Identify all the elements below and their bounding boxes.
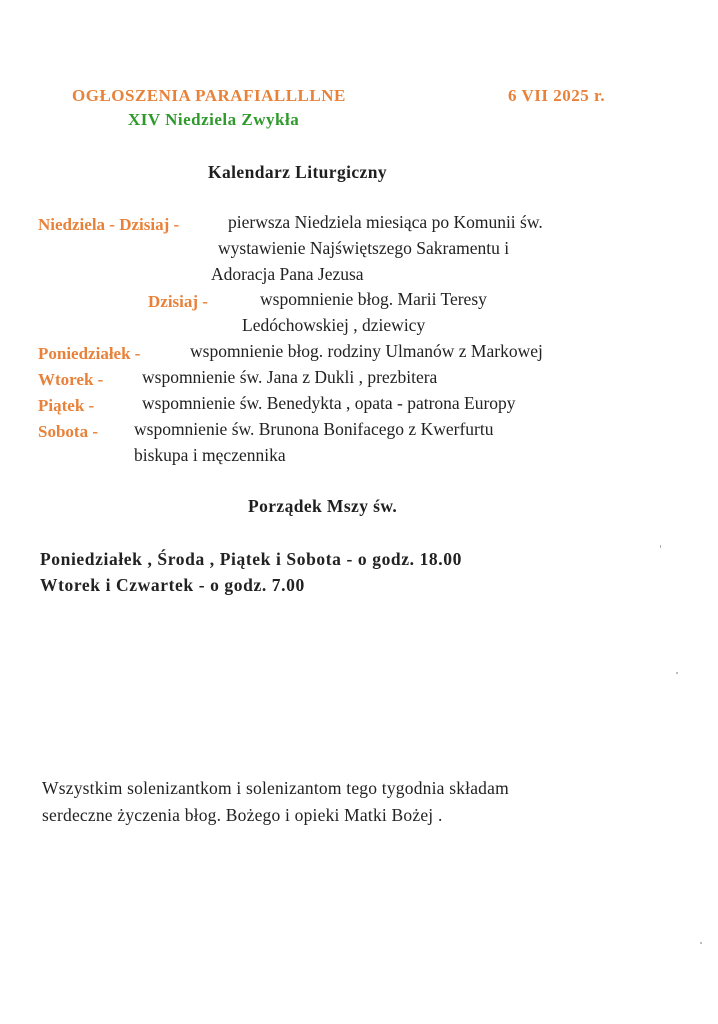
sunday-line-2: wystawienie Najświętszego Sakramentu i (218, 238, 510, 258)
sunday-line-1: pierwsza Niedziela miesiąca po Komunii św. (228, 212, 543, 232)
wishes-line-1: Wszystkim solenizantkom i solenizantom tego tygodnia składam (42, 778, 509, 798)
friday-label: Piątek - (38, 396, 95, 415)
announcement-date: 6 VII 2025 r. (508, 86, 606, 105)
tuesday-text: wspomnienie św. Jana z Dukli , prezbitera (142, 367, 438, 387)
today-label: Dzisiaj - (148, 292, 208, 311)
saturday-line-2: biskupa i męczennika (134, 445, 286, 465)
monday-label: Poniedziałek - (38, 344, 141, 363)
page-title: OGŁOSZENIA PARAFIALLLLNE (72, 86, 346, 105)
sunday-line-3: Adoracja Pana Jezusa (211, 264, 364, 284)
liturgical-sunday-subtitle: XIV Niedziela Zwykła (128, 110, 300, 129)
friday-text: wspomnienie św. Benedykta , opata - patrona Europy (142, 393, 516, 413)
scan-speck (676, 672, 678, 674)
today-line-1: wspomnienie błog. Marii Teresy (260, 289, 487, 309)
calendar-heading: Kalendarz Liturgiczny (208, 162, 388, 182)
monday-text: wspomnienie błog. rodziny Ulmanów z Markowej (190, 341, 543, 361)
mass-schedule-line-1: Poniedziałek , Środa , Piątek i Sobota - o godz. 18.00 (40, 549, 462, 569)
mass-schedule-heading: Porządek Mszy św. (248, 496, 398, 516)
scan-speck (700, 942, 702, 944)
mass-schedule-line-2: Wtorek i Czwartek - o godz. 7.00 (40, 575, 305, 595)
tuesday-label: Wtorek - (38, 370, 104, 389)
saturday-line-1: wspomnienie św. Brunona Bonifacego z Kwerfurtu (134, 419, 494, 439)
scan-speck (660, 545, 661, 548)
sunday-label: Niedziela - Dzisiaj - (38, 215, 180, 234)
saturday-label: Sobota - (38, 422, 98, 441)
wishes-line-2: serdeczne życzenia błog. Bożego i opieki Matki Bożej . (42, 805, 443, 825)
today-line-2: Ledóchowskiej , dziewicy (242, 315, 426, 335)
